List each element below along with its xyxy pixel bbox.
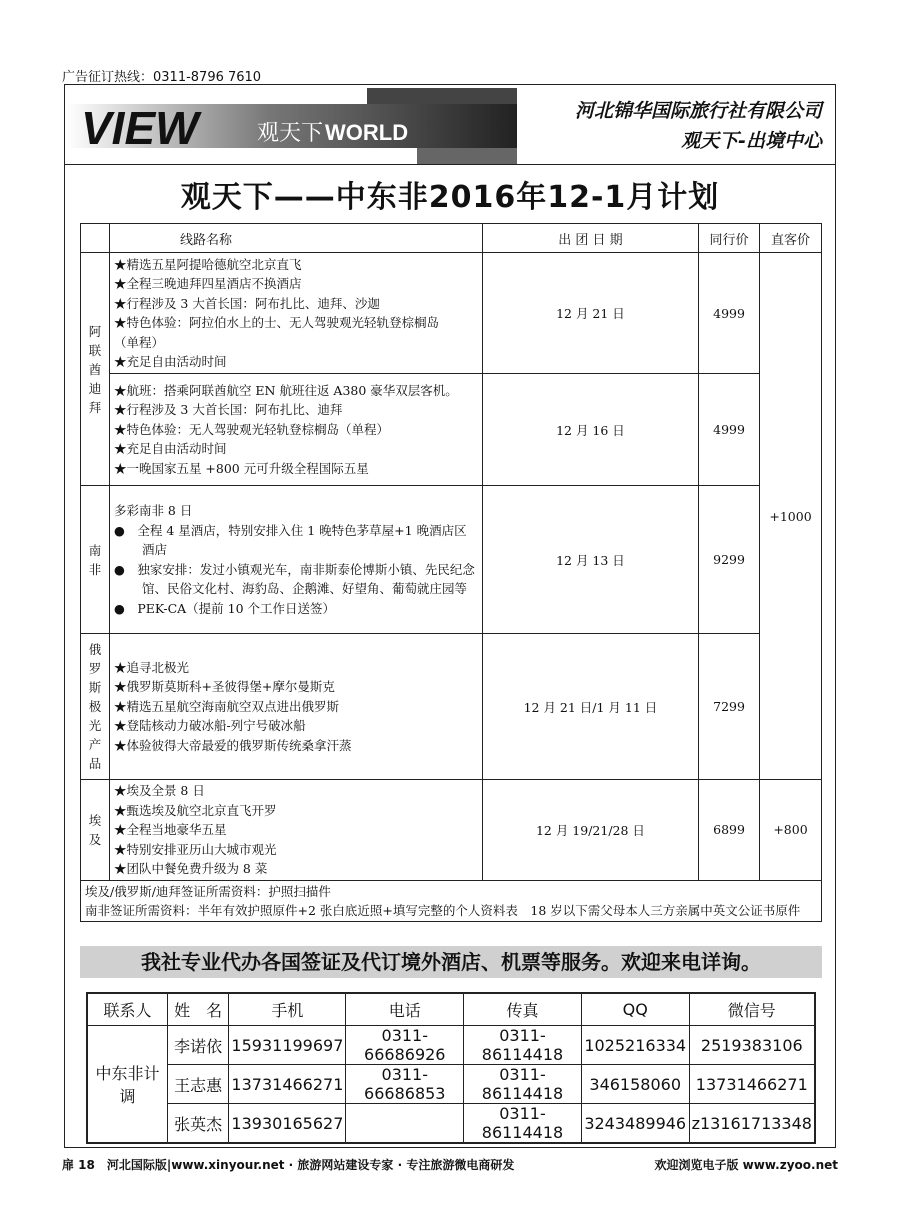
contact-fax: 0311-86114418: [464, 1026, 582, 1065]
contact-qq: 1025216334: [581, 1026, 689, 1065]
route-description: ★航班：搭乘阿联酋航空 EN 航班往返 A380 豪华双层客机。 ★行程涉及 3 大首长国：阿布扎比、迪拜 ★特色体验：无人驾驶观光轻轨登棕榈岛（单程） ★充足自由活动时间 ★一晚国家五星 +800 元可升级全程国际五星: [109, 374, 482, 486]
table-row: [81, 780, 822, 881]
contact-phone: [346, 1104, 464, 1144]
contact-name: 王志惠: [167, 1065, 229, 1104]
contact-header: 电话: [346, 993, 464, 1026]
direct-price: +1000: [760, 253, 822, 780]
visa-notes: [81, 880, 822, 921]
contact-header: 微信号: [689, 993, 815, 1026]
route-description: ★精选五星阿提哈德航空北京直飞 ★全程三晚迪拜四星酒店不换酒店 ★行程涉及 3 大首长国：阿布扎比、迪拜、沙迦 ★特色体验：阿拉伯水上的士、无人驾驶观光轻轨登棕榈岛 （单程） ★充足自由活动时间: [109, 253, 482, 374]
peer-price-header: 同行价: [699, 224, 760, 253]
logo-mark: VIEW: [81, 102, 199, 154]
departure-date: 12 月 21 日: [482, 253, 698, 374]
contact-wechat: z13161713348: [689, 1104, 815, 1144]
company-dept: 观天下-出境中心: [681, 130, 822, 152]
contact-header: 姓 名: [167, 993, 229, 1026]
contact-mobile: 13731466271: [229, 1065, 346, 1104]
contact-wechat: 13731466271: [689, 1065, 815, 1104]
contact-fax: 0311-86114418: [464, 1065, 582, 1104]
table-row: [81, 374, 822, 486]
region-egypt: 埃 及: [81, 780, 110, 881]
contact-phone: 0311-66686853: [346, 1065, 464, 1104]
region-uae: 阿 联 酋 迪 拜: [81, 253, 110, 486]
visa-note: 埃及/俄罗斯/迪拜签证所需资料：护照扫描件: [85, 883, 331, 899]
contact-header: QQ: [581, 993, 689, 1026]
peer-price: 4999: [699, 253, 760, 374]
contact-row: [87, 1026, 815, 1065]
peer-price: 9299: [699, 486, 760, 634]
contact-qq: 346158060: [581, 1065, 689, 1104]
table-row: [81, 253, 822, 374]
footer-right-link[interactable]: 欢迎浏览电子版 www.zyoo.net: [654, 1158, 838, 1172]
contact-row: [87, 1065, 815, 1104]
region-russia-aurora: 俄 罗 斯 极 光 产 品: [81, 634, 110, 780]
table-row: [81, 634, 822, 780]
table-header-row: [81, 224, 822, 253]
company-block: [575, 96, 822, 156]
contact-header: 传真: [464, 993, 582, 1026]
route-header: 线路名称: [109, 224, 482, 253]
visa-notes-row: [81, 880, 822, 921]
contact-wechat: 2519383106: [689, 1026, 815, 1065]
route-description: ★追寻北极光 ★俄罗斯莫斯科+圣彼得堡+摩尔曼斯克 ★精选五星航空海南航空双点进出俄罗斯 ★登陆核动力破冰船-列宁号破冰船 ★体验彼得大帝最爱的俄罗斯传统桑拿汗蒸: [109, 634, 482, 780]
service-banner: 我社专业代办各国签证及代订境外酒店、机票等服务。欢迎来电详询。: [80, 946, 822, 978]
company-name: 河北锦华国际旅行社有限公司: [574, 100, 822, 122]
contact-phone: 0311-66686926: [346, 1026, 464, 1065]
page-footer: [62, 1156, 838, 1173]
departure-date: 12 月 19/21/28 日: [482, 780, 698, 881]
logo-cn: 观天下: [257, 121, 324, 146]
contact-mobile: 15931199697: [229, 1026, 346, 1065]
peer-price: 7299: [699, 634, 760, 780]
contact-name: 张英杰: [167, 1104, 229, 1144]
contact-header: 联系人: [87, 993, 167, 1026]
contact-row: [87, 1104, 815, 1144]
contact-group: 中东非计调: [87, 1026, 167, 1144]
peer-price: 6899: [699, 780, 760, 881]
route-description: ★埃及全景 8 日 ★甄选埃及航空北京直飞开罗 ★全程当地豪华五星 ★特别安排亚历山大城市观光 ★团队中餐免费升级为 8 菜: [109, 780, 482, 881]
direct-price-header: 直客价: [760, 224, 822, 253]
footer-left: 扉 18 河北国际版|www.xinyour.net · 旅游网站建设专家 · 专注旅游微电商研发: [62, 1158, 515, 1172]
contact-fax: 0311-86114418: [464, 1104, 582, 1144]
peer-price: 4999: [699, 374, 760, 486]
contact-qq: 3243489946: [581, 1104, 689, 1144]
logo-en: WORLD: [325, 120, 409, 145]
departure-date: 12 月 21 日/1 月 11 日: [482, 634, 698, 780]
region-header-cell: [81, 224, 110, 253]
direct-price: +800: [760, 780, 822, 881]
contact-table: [86, 992, 816, 1144]
ad-hotline: 广告征订热线：0311-8796 7610: [62, 70, 262, 85]
contact-mobile: 13930165627: [229, 1104, 346, 1144]
contact-name: 李诺依: [167, 1026, 229, 1065]
tour-plan-table: [80, 223, 822, 922]
page-title: 观天下——中东非2016年12-1月计划: [180, 180, 720, 215]
header-divider: [64, 164, 836, 165]
contact-header: 手机: [229, 993, 346, 1026]
region-south-africa: 南 非: [81, 486, 110, 634]
view-world-logo: [67, 88, 517, 164]
date-header: 出 团 日 期: [482, 224, 698, 253]
visa-note: 南非签证所需资料：半年有效护照原件+2 张白底近照+填写完整的个人资料表 18 岁以下需父母本人三方亲属中英文公证书原件: [85, 902, 801, 918]
departure-date: 12 月 13 日: [482, 486, 698, 634]
departure-date: 12 月 16 日: [482, 374, 698, 486]
table-row: [81, 486, 822, 634]
route-description: 多彩南非 8 日 ● 全程 4 星酒店，特别安排入住 1 晚特色茅草屋+1 晚酒店区酒店 ● 独家安排：发过小镇观光车，南非斯泰伦博斯小镇、先民纪念馆、民俗文化村、海豹岛、企鹅滩、好望角、葡萄就庄园等 ● PEK-CA（提前 10 个工作日送签）: [109, 486, 482, 634]
contact-header-row: [87, 993, 815, 1026]
